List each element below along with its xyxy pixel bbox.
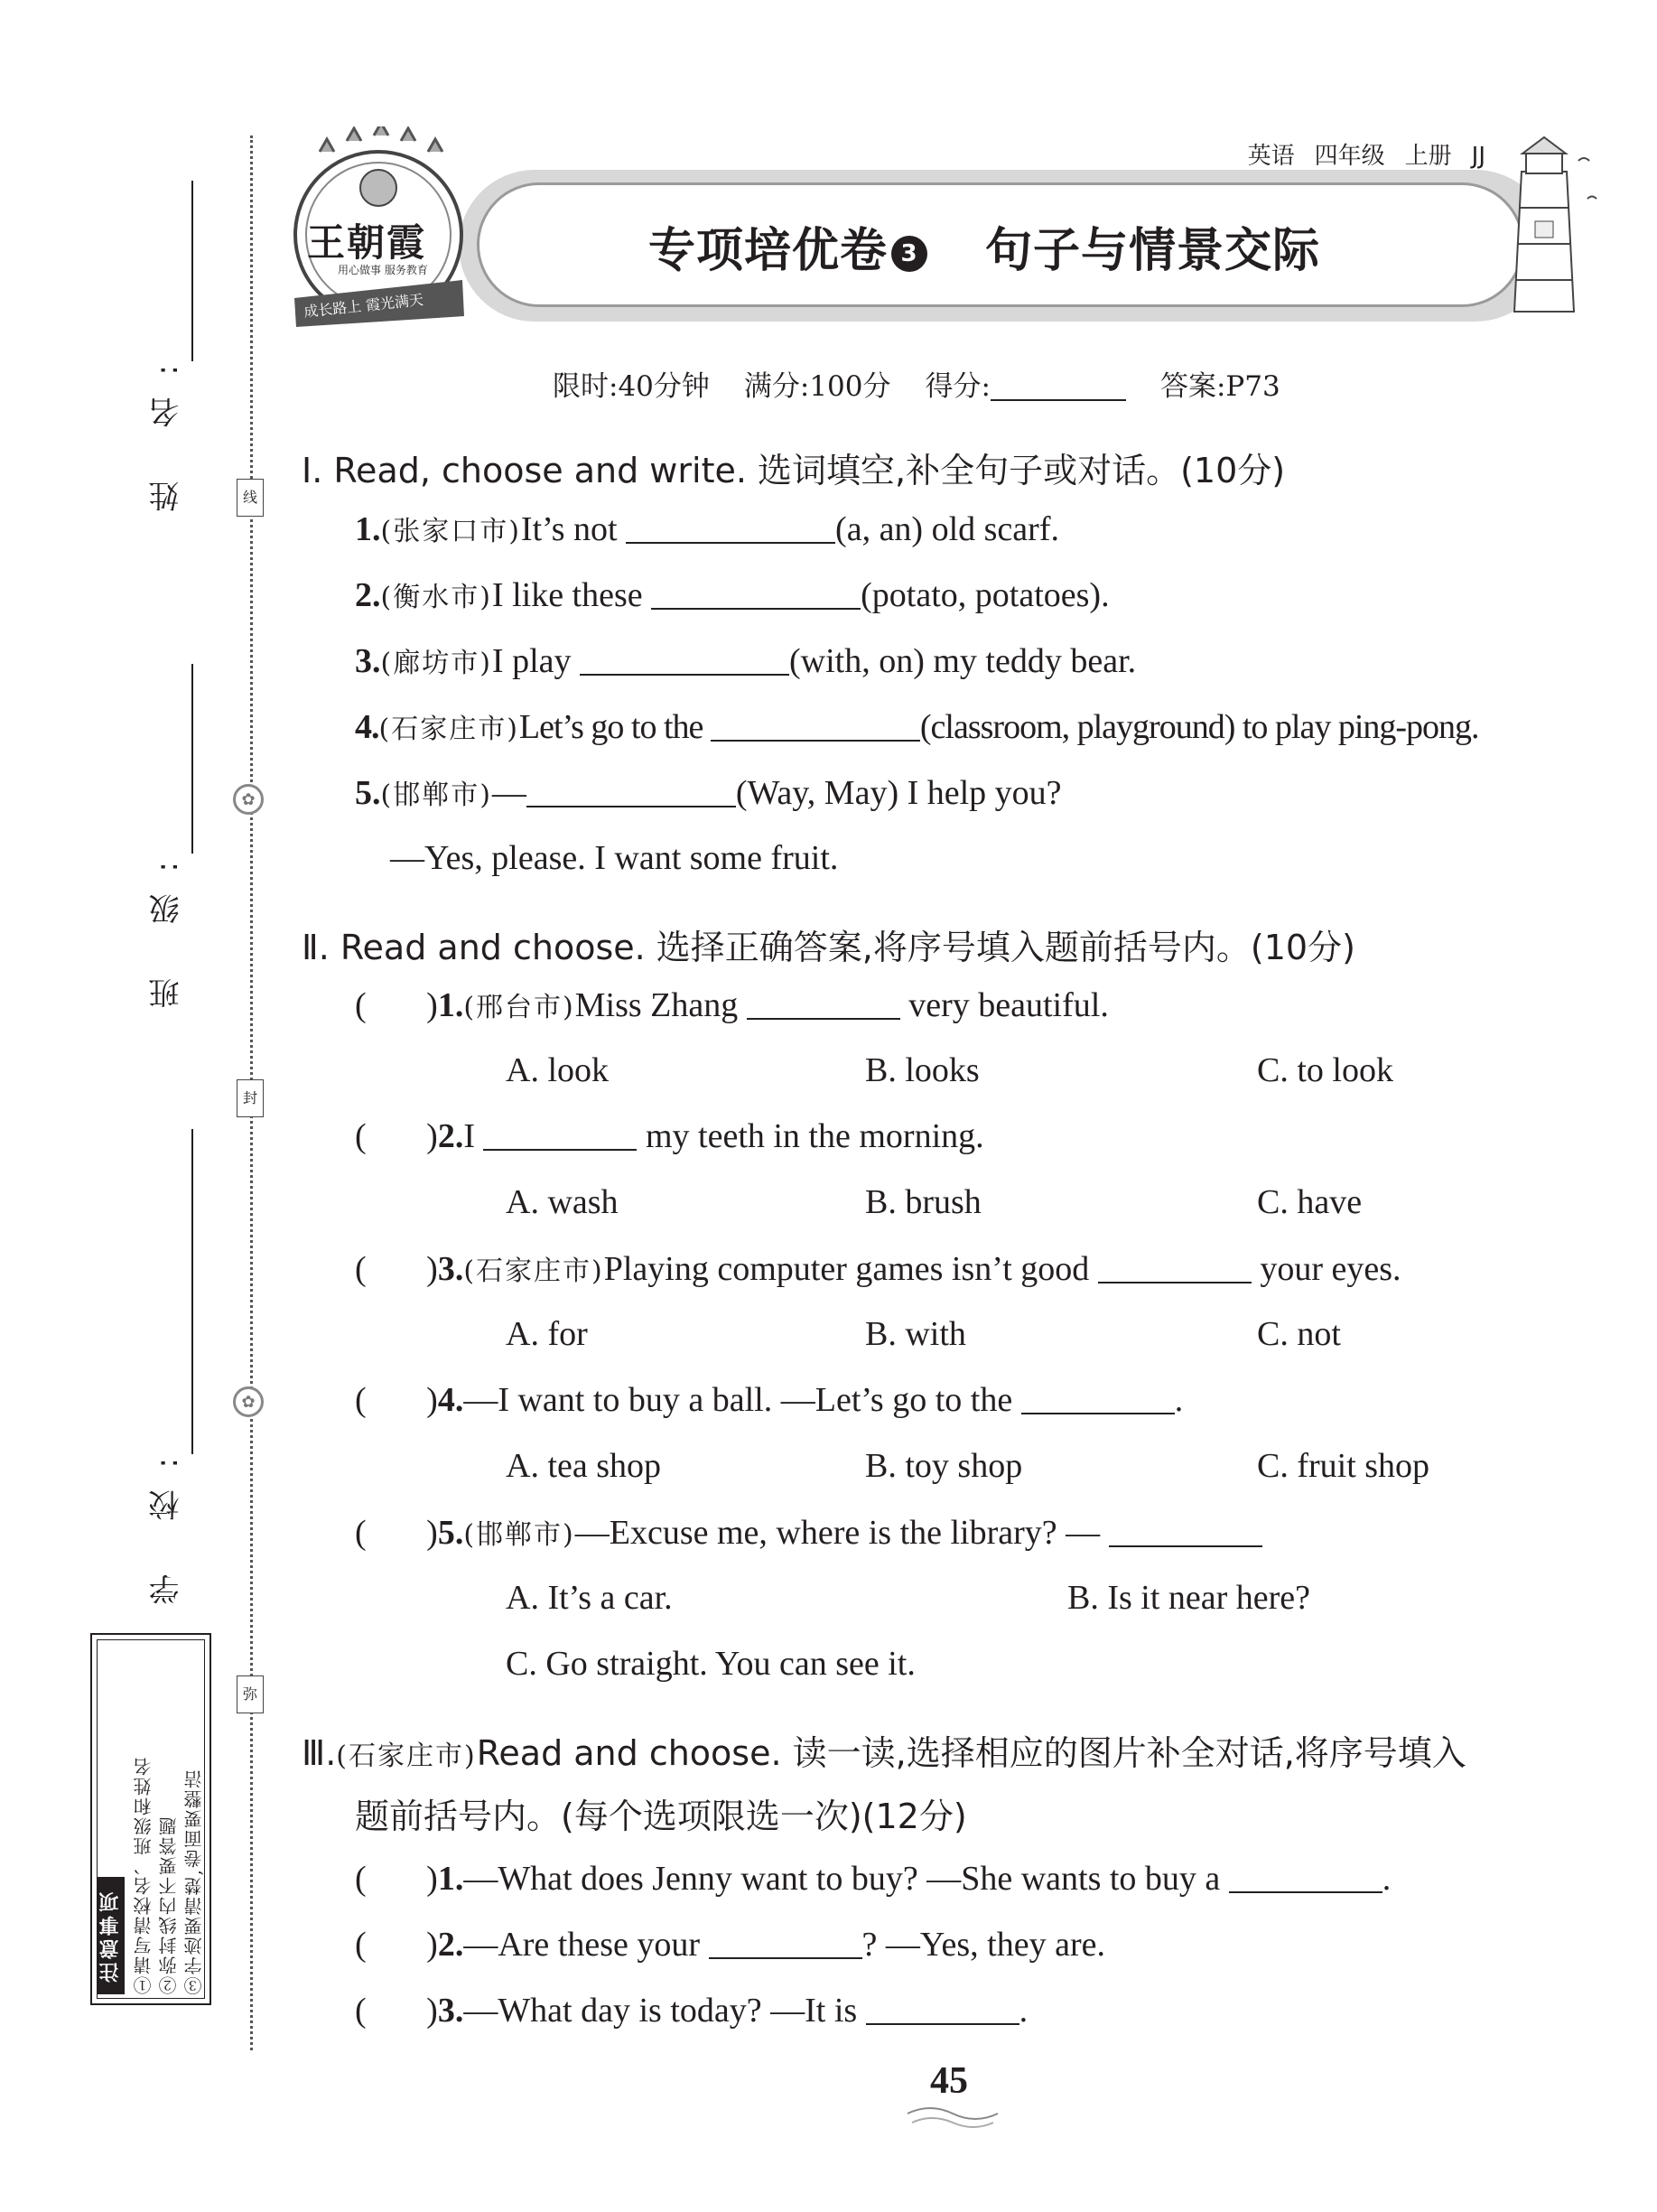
option-c: C. Go straight. You can see it. (506, 1645, 916, 1683)
answer-blank (1109, 1517, 1262, 1547)
s1-question-3: 3.(廊坊市)I play (with, on) my teddy bear. (355, 642, 1137, 680)
s3-question-1: ( )1.—What does Jenny want to buy? —She wants to buy a . (355, 1860, 1392, 1898)
page-number: 45 (930, 2060, 968, 2102)
option-c: C. not (1257, 1315, 1341, 1353)
brand-logo (284, 126, 473, 334)
seal-mark-seal: 封 (237, 1079, 264, 1117)
class-field[interactable] (191, 664, 193, 854)
option-a: A. wash (506, 1183, 619, 1221)
answer-blank[interactable] (526, 777, 736, 807)
answer-blank[interactable] (626, 513, 835, 544)
page-title: 专项培优卷 3 句子与情景交际 (648, 224, 1321, 278)
s3-question-3: ( )3.—What day is today? —It is . (355, 1992, 1029, 2030)
s1-question-5: 5.(邯郸市)— (Way, May) I help you? (355, 774, 1062, 812)
option-c: C. fruit shop (1257, 1447, 1430, 1485)
section-3-heading-cont: 题前括号内。(每个选项限选一次)(12分) (355, 1797, 967, 1836)
option-b: B. looks (865, 1051, 980, 1089)
answer-bracket[interactable]: ( ) (355, 1992, 438, 2030)
option-a: A. It’s a car. (506, 1579, 673, 1617)
answer-bracket[interactable]: ( ) (355, 1117, 438, 1155)
wave-decoration-icon (903, 2103, 1002, 2130)
class-label: 班 级: (149, 840, 185, 1009)
answer-blank (483, 1120, 637, 1151)
option-b: B. with (865, 1315, 966, 1353)
answer-blank[interactable] (580, 645, 789, 676)
answer-blank (1229, 1862, 1382, 1893)
s2-question-3: ( )3.(石家庄市)Playing computer games isn’t good your eyes. (355, 1250, 1401, 1288)
answer-blank (747, 989, 900, 1020)
s2-question-4: ( )4.—I want to buy a ball. —Let’s go to the . (355, 1381, 1184, 1419)
seal-mark-line: 线 (237, 479, 264, 517)
option-a: A. tea shop (506, 1447, 662, 1485)
answer-bracket[interactable]: ( ) (355, 1926, 438, 1964)
answer-bracket[interactable]: ( ) (355, 1381, 438, 1419)
answer-bracket[interactable]: ( ) (355, 986, 438, 1024)
logo-motto: 成长路上 霞光满天 (303, 291, 424, 321)
s1-question-4: 4.(石家庄市)Let’s go to the (classroom, playground) to play ping-pong. (355, 708, 1479, 746)
name-field[interactable] (191, 181, 193, 361)
notice-title: 注意事项 (98, 1877, 125, 1994)
option-b: B. toy shop (865, 1447, 1023, 1485)
rosette-icon: ✿ (233, 1386, 264, 1417)
notice-item: ②弥封线内不要答题 (158, 1815, 180, 1994)
name-label: 姓 名: (149, 343, 185, 512)
notice-item: ③字迹要清楚,卷面要整洁 (183, 1768, 205, 1994)
lighthouse-icon (1481, 135, 1607, 321)
s2-question-1: ( )1.(邢台市)Miss Zhang very beautiful. (355, 986, 1109, 1024)
s3-question-2: ( )2.—Are these your ? —Yes, they are. (355, 1926, 1105, 1964)
answer-bracket[interactable]: ( ) (355, 1514, 438, 1552)
answer-blank (1021, 1384, 1175, 1414)
logo-name: 王朝霞 (307, 220, 427, 265)
s1-question-2: 2.(衡水市)I like these (potato, potatoes). (355, 576, 1110, 614)
section-2-heading: Ⅱ. Read and choose. 选择正确答案,将序号填入题前括号内。(10分) (302, 928, 1355, 967)
seal-mark-close: 弥 (237, 1675, 264, 1713)
section-1-heading: Ⅰ. Read, choose and write. 选词填空,补全句子或对话。(10分) (302, 451, 1286, 490)
answer-blank (709, 1928, 862, 1959)
school-field[interactable] (191, 1129, 193, 1454)
option-c: C. have (1257, 1183, 1363, 1221)
rosette-icon: ✿ (233, 784, 264, 815)
answer-blank[interactable] (711, 711, 920, 742)
s2-question-5: ( )5.(邯郸市)—Excuse me, where is the library? — (355, 1512, 1262, 1553)
score-field[interactable] (991, 372, 1126, 401)
option-c: C. to look (1257, 1051, 1393, 1089)
school-label: 学 校: (149, 1436, 185, 1605)
option-a: A. for (506, 1315, 588, 1353)
s2-question-2: ( )2.I my teeth in the morning. (355, 1117, 984, 1155)
answer-blank[interactable] (651, 579, 861, 610)
option-a: A. look (506, 1051, 609, 1089)
s1-question-5-reply: —Yes, please. I want some fruit. (390, 839, 839, 877)
logo-slogan: 用心做事 服务教育 (338, 264, 428, 276)
option-b: B. brush (865, 1183, 982, 1221)
answer-bracket[interactable]: ( ) (355, 1860, 438, 1898)
section-3-heading: Ⅲ.(石家庄市)Read and choose. 读一读,选择相应的图片补全对话,将序号填入 (302, 1733, 1466, 1773)
s1-question-1: 1.(张家口市)It’s not (a, an) old scarf. (355, 510, 1059, 548)
answer-blank (866, 1994, 1019, 2025)
notice-item: ①请写清校名、班级和姓名 (133, 1756, 154, 1994)
option-b: B. Is it near here? (1067, 1579, 1311, 1617)
exam-info: 限时:40分钟 满分:100分 得分: 答案:P73 (553, 370, 1280, 403)
answer-blank (1098, 1253, 1252, 1283)
notice-box (90, 1633, 211, 2005)
subject-line: 英语 四年级 上册 JJ (1247, 143, 1485, 170)
answer-bracket[interactable]: ( ) (355, 1250, 438, 1288)
